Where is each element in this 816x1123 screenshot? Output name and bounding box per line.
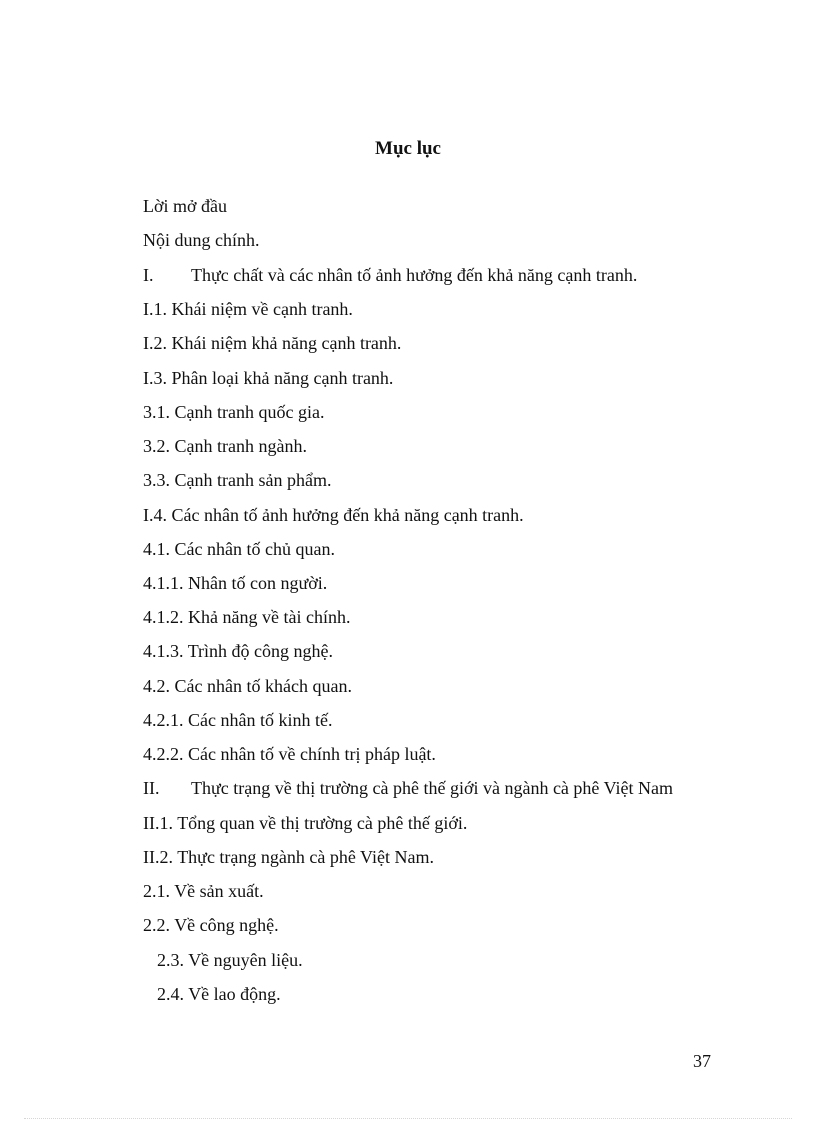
- toc-entry-number: I.2.: [143, 333, 167, 353]
- toc-entry-number: 4.2.: [143, 676, 170, 696]
- toc-entry-number: I.3.: [143, 368, 167, 388]
- toc-entry: [143, 845, 434, 869]
- toc-entry-number: 2.4.: [157, 984, 184, 1004]
- toc-entry-text: Nhân tố con người.: [188, 573, 328, 593]
- toc-entry-text: Về sản xuất.: [174, 881, 264, 901]
- toc-entry-text: Thực trạng ngành cà phê Việt Nam.: [177, 847, 434, 867]
- toc-entry-number: I.1.: [143, 299, 167, 319]
- toc-entry: [143, 194, 227, 218]
- toc-entry-text: Nội dung chính.: [143, 230, 260, 250]
- toc-entry-number: II.: [143, 778, 160, 798]
- toc-entry-text: Khả năng về tài chính.: [188, 607, 351, 627]
- toc-entry-number: 3.2.: [143, 436, 170, 456]
- toc-entry-text: Về nguyên liệu.: [188, 950, 303, 970]
- toc-entry: [143, 297, 353, 321]
- toc-entry-number: 4.1.2.: [143, 607, 184, 627]
- toc-entry-number: 3.1.: [143, 402, 170, 422]
- toc-entry-text: Các nhân tố chủ quan.: [174, 539, 335, 559]
- toc-entry-number: 4.1.: [143, 539, 170, 559]
- toc-entry-text: Phân loại khả năng cạnh tranh.: [171, 368, 394, 388]
- toc-entry: [157, 982, 281, 1006]
- toc-entry-text: Cạnh tranh quốc gia.: [174, 402, 325, 422]
- toc-entry-number: 2.1.: [143, 881, 170, 901]
- toc-entry-text: Lời mở đầu: [143, 196, 228, 216]
- toc-entry: [143, 879, 264, 903]
- toc-entry: [143, 228, 260, 252]
- toc-entry-number: 2.3.: [157, 950, 184, 970]
- toc-entry-text: Cạnh tranh sản phẩm.: [174, 470, 332, 490]
- toc-entry: [143, 331, 401, 355]
- toc-entry: [143, 605, 350, 629]
- page-title: Mục lục: [375, 138, 441, 159]
- toc-entry-number: I.4.: [143, 505, 167, 525]
- toc-entry-number: 4.1.1.: [143, 573, 184, 593]
- toc-entry-number: 4.1.3.: [143, 641, 184, 661]
- toc-entry-number: II.1.: [143, 813, 173, 833]
- toc-entry-number: 4.2.2.: [143, 744, 184, 764]
- toc-entry-text: Tổng quan về thị trường cà phê thế giới.: [177, 813, 468, 833]
- toc-entry-text: Khái niệm khả năng cạnh tranh.: [171, 333, 402, 353]
- toc-entry: [143, 674, 352, 698]
- toc-entry-text: Khái niệm về cạnh tranh.: [171, 299, 353, 319]
- toc-entry: [143, 708, 332, 732]
- toc-entry-number: 3.3.: [143, 470, 170, 490]
- toc-entry-text: Thực chất và các nhân tố ảnh hưởng đến khả năng cạnh tranh.: [191, 265, 638, 285]
- toc-entry: [143, 434, 307, 458]
- toc-entry-text: Các nhân tố khách quan.: [174, 676, 352, 696]
- toc-entry-text: Thực trạng về thị trường cà phê thế giới và ngành cà phê Việt Nam: [191, 778, 673, 798]
- toc-entry-number: 2.2.: [143, 915, 170, 935]
- toc-entry-text: Trình độ công nghệ.: [187, 641, 334, 661]
- toc-entry-number: II.2.: [143, 847, 173, 867]
- toc-entry: [143, 263, 637, 287]
- toc-entry: [143, 571, 327, 595]
- toc-entry-text: Về lao động.: [188, 984, 281, 1004]
- toc-entry: [157, 948, 303, 972]
- toc-entry-number: I.: [143, 265, 154, 285]
- toc-entry: [143, 776, 673, 800]
- toc-entry-text: Các nhân tố ảnh hưởng đến khả năng cạnh tranh.: [171, 505, 524, 525]
- toc-entry: [143, 811, 467, 835]
- toc-entry-text: Các nhân tố kinh tế.: [188, 710, 333, 730]
- toc-entry: [143, 913, 279, 937]
- toc-entry-number: 4.2.1.: [143, 710, 184, 730]
- toc-entry: [143, 742, 436, 766]
- toc-entry: [143, 639, 333, 663]
- toc-entry: [143, 468, 331, 492]
- toc-entry-text: Các nhân tố về chính trị pháp luật.: [188, 744, 436, 764]
- toc-entry-text: Cạnh tranh ngành.: [174, 436, 307, 456]
- toc-entry-text: Về công nghệ.: [174, 915, 279, 935]
- toc-entry: [143, 503, 524, 527]
- page-number: 37: [693, 1051, 711, 1071]
- toc-entry: [143, 400, 324, 424]
- toc-entry: [143, 537, 335, 561]
- toc-entry: [143, 366, 393, 390]
- page-bottom-divider: [24, 1118, 792, 1119]
